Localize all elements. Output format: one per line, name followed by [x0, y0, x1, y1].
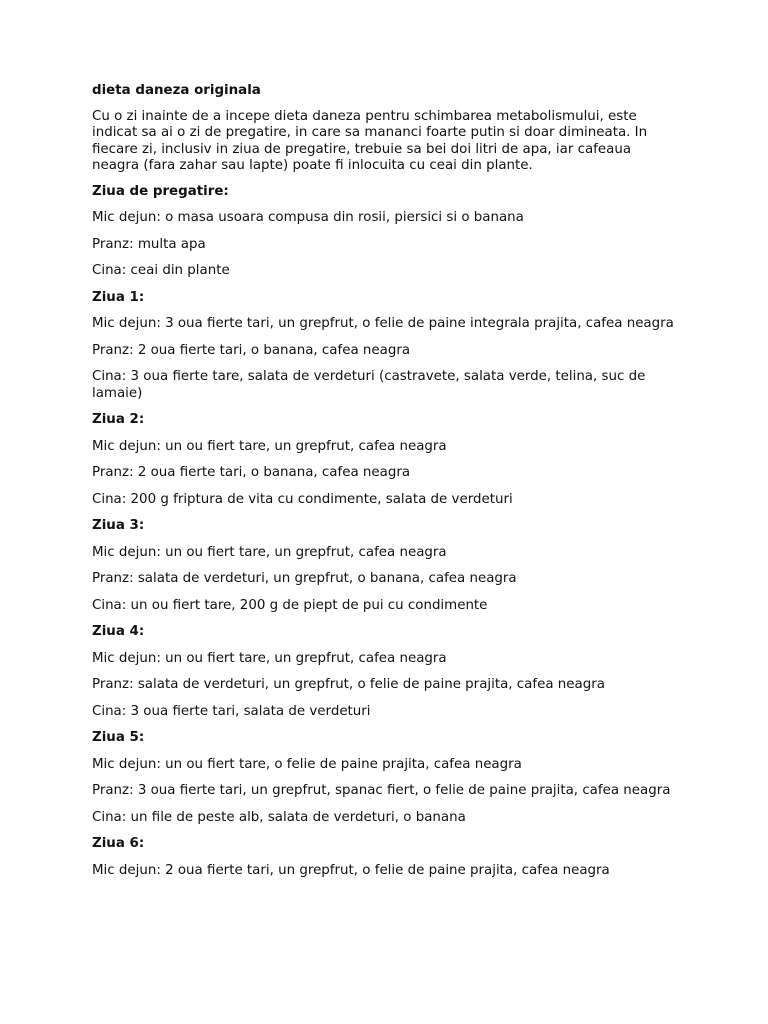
meal-breakfast: Mic dejun: o masa usoara compusa din rosii, piersici si o banana [92, 210, 524, 225]
intro-paragraph: Cu o zi inainte de a incepe dieta daneza pentru schimbarea metabolismului, este indicat sa ai o zi de pregatire, in care sa mananci foarte putin si doar dimineata. In fiecare zi, inclusiv in ziua de pregatire, trebuie sa bei doi litri de apa, iar cafeaua neagra (fara zahar sau lapte) poate fi inlocuita cu ceai din plante. [92, 108, 648, 173]
day-heading: Ziua 3: [92, 518, 145, 533]
meal-breakfast: Mic dejun: un ou fiert tare, un grepfrut, cafea neagra [92, 650, 447, 666]
meal-lunch: Pranz: 3 oua fierte tari, un grepfrut, spanac fiert, o felie de paine prajita, cafea neagra [92, 783, 671, 798]
meal-breakfast: Mic dejun: 3 oua fierte tari, un grepfrut, o felie de paine integrala prajita, cafea neagra [92, 316, 674, 331]
day-heading: Ziua 1: [92, 289, 145, 305]
day-section-preparation [92, 184, 682, 280]
document-page [92, 83, 682, 889]
meal-dinner: Cina: 3 oua fierte tari, salata de verdeturi [92, 703, 371, 719]
meal-lunch: Pranz: multa apa [92, 236, 206, 252]
meal-lunch: Pranz: salata de verdeturi, un grepfrut, o felie de paine prajita, cafea neagra [92, 677, 605, 692]
meal-dinner: Cina: ceai din plante [92, 263, 230, 278]
meal-lunch: Pranz: 2 oua fierte tari, o banana, cafea neagra [92, 465, 411, 480]
day-heading: Ziua 4: [92, 624, 145, 639]
day-section-1 [92, 290, 682, 403]
meal-dinner: Cina: 3 oua fierte tare, salata de verdeturi (castravete, salata verde, telina, suc de lamaie) [92, 369, 646, 401]
meal-breakfast: Mic dejun: un ou fiert tare, un grepfrut, cafea neagra [92, 544, 447, 560]
day-heading: Ziua de pregatire: [92, 183, 229, 199]
document-title: dieta daneza originala [92, 83, 261, 98]
meal-dinner: Cina: un file de peste alb, salata de verdeturi, o banana [92, 809, 466, 825]
day-section-2 [92, 412, 682, 508]
day-section-5 [92, 730, 682, 826]
day-section-3 [92, 518, 682, 614]
meal-dinner: Cina: un ou fiert tare, 200 g de piept de pui cu condimente [92, 597, 488, 613]
meal-breakfast: Mic dejun: un ou fiert tare, un grepfrut, cafea neagra [92, 438, 447, 454]
day-heading: Ziua 5: [92, 730, 145, 745]
day-heading: Ziua 6: [92, 836, 145, 851]
meal-breakfast: Mic dejun: 2 oua fierte tari, un grepfrut, o felie de paine prajita, cafea neagra [92, 862, 610, 878]
day-section-6 [92, 836, 682, 879]
day-section-4 [92, 624, 682, 720]
meal-lunch: Pranz: 2 oua fierte tari, o banana, cafea neagra [92, 342, 411, 358]
day-heading: Ziua 2: [92, 412, 145, 427]
meal-lunch: Pranz: salata de verdeturi, un grepfrut, o banana, cafea neagra [92, 571, 517, 586]
meal-dinner: Cina: 200 g friptura de vita cu condimente, salata de verdeturi [92, 491, 513, 507]
meal-breakfast: Mic dejun: un ou fiert tare, o felie de paine prajita, cafea neagra [92, 756, 522, 772]
